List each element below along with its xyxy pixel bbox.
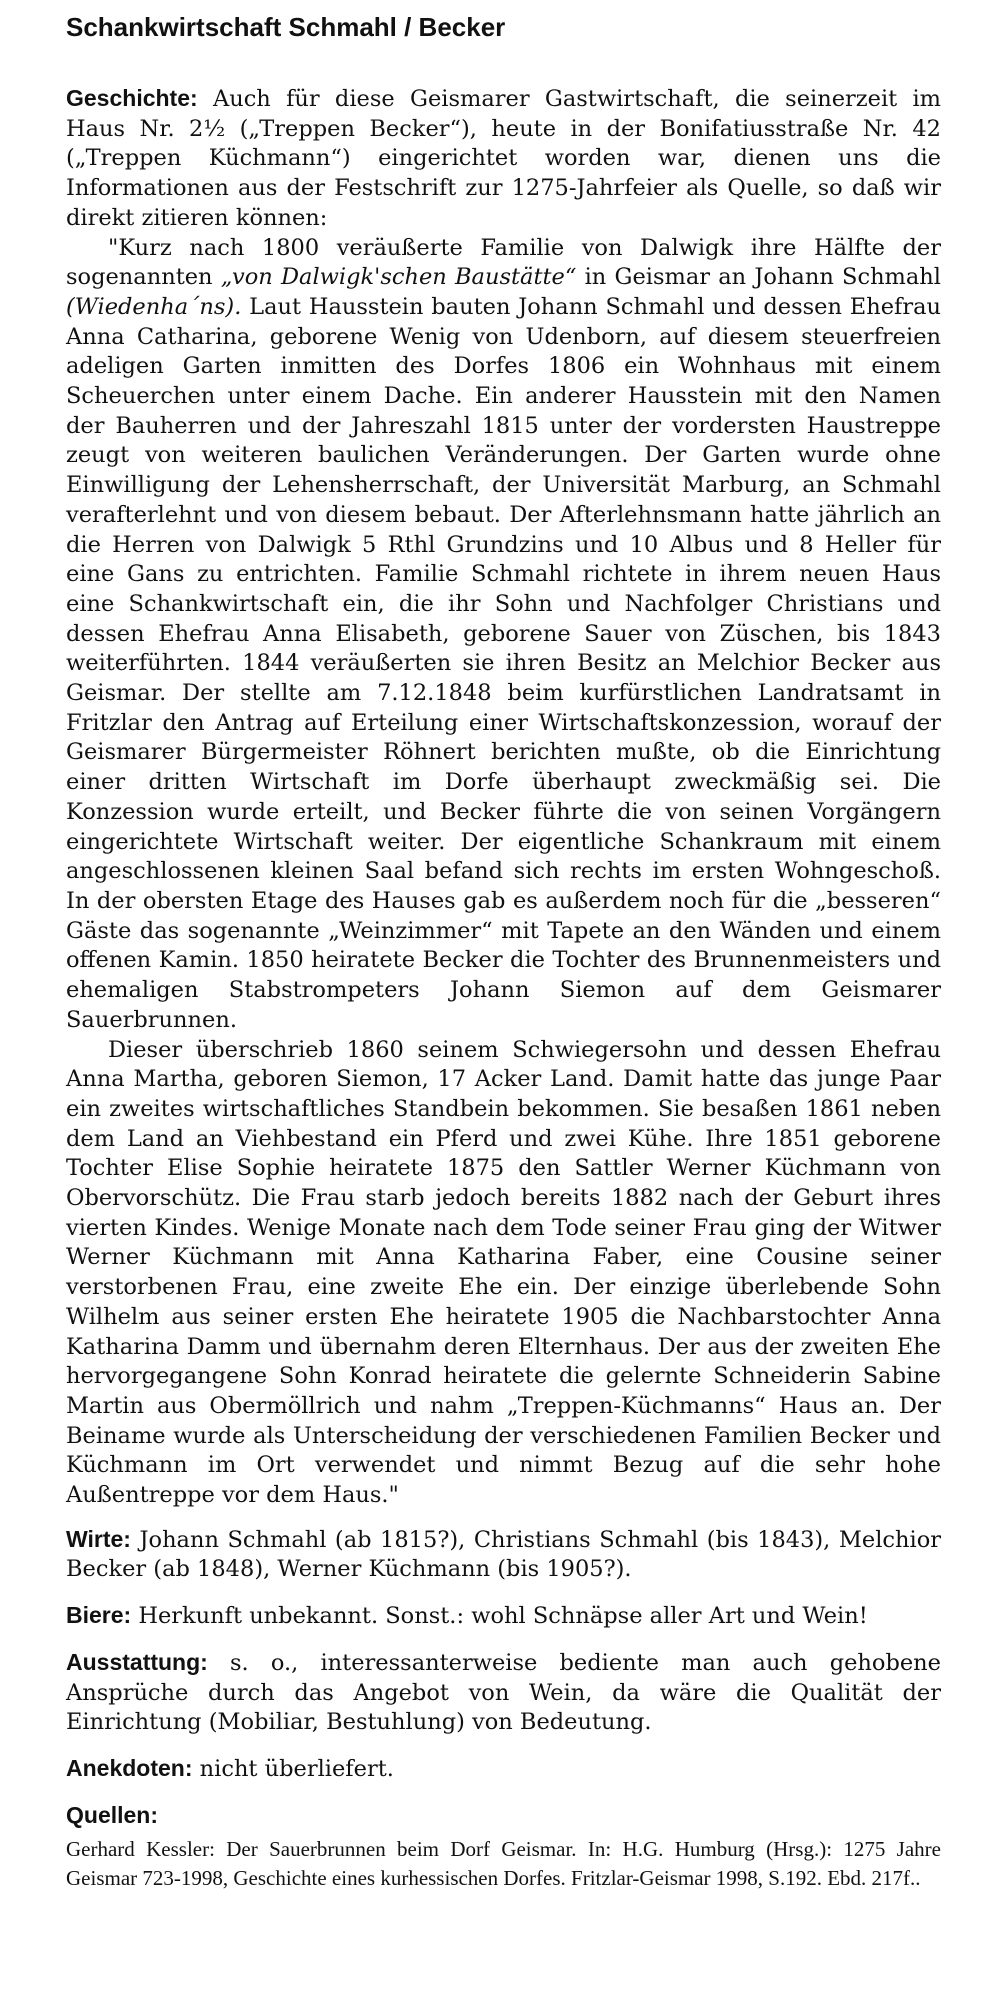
ausstattung-label: Ausstattung: (66, 1648, 208, 1675)
section-wirte (66, 1525, 941, 1585)
biere-label: Biere: (66, 1602, 132, 1629)
page-title: Schankwirtschaft Schmahl / Becker (66, 12, 506, 42)
quellen-label: Quellen: (66, 1801, 159, 1828)
section-ausstattung (66, 1648, 941, 1738)
quellen-heading (66, 1801, 941, 1832)
quote-emphasis: (Wiedenha´ns). (66, 293, 242, 320)
quote-paragraph-2: Dieser überschrieb 1860 seinem Schwiegersohn und dessen Ehefrau Anna Martha, geboren Siemon, 17 Acker Land. Damit hatte das junge Paar ein zweites wirtschaftliches Standbein bekommen. Sie besaßen 1861 neben dem Land an Viehbestand ein Pferd und zwei Kühe. Ihre 1851 geborene Tochter Elise Sophie heiratete 1875 den Sattler Werner Küchmann von Obervorschütz. Die Frau starb jedoch bereits 1882 nach der Geburt ihres vierten Kindes. Wenige Monate nach dem Tode seiner Frau ging der Witwer Werner Küchmann mit Anna Katharina Faber, eine Cousine seiner verstorbenen Frau, eine zweite Ehe ein. Der einzige überlebende Sohn Wilhelm aus seiner ersten Ehe heiratete 1905 die Nachbarstochter Anna Katharina Damm und übernahm deren Elternhaus. Der aus der zweiten Ehe hervorgegangene Sohn Konrad heiratete die gelernte Schneiderin Sabine Martin aus Obermöllrich und nahm „Treppen-Küchmanns“ Haus an. Der Beiname wurde als Unterscheidung der verschiedenen Familien Becker und Küchmann im Ort verwendet und nimmt Bezug auf die sehr hohe Außentreppe vor dem Haus." (66, 1036, 941, 1509)
geschichte-label: Geschichte: (66, 85, 198, 111)
quote-text: in Geismar an Johann Schmahl (576, 264, 941, 291)
section-quellen (66, 1801, 941, 1894)
quote-text: "Kurz nach 1800 veräußerte Familie von Dalwigk ihre Hälfte der sogenannten (66, 234, 941, 291)
geschichte-intro-text: Auch für diese Geismarer Gastwirtschaft, die seinerzeit im Haus Nr. 2½ („Treppen Becker“), heute in der Bonifatiusstraße Nr. 42 („Treppen Küchmann“) eingerichtet worden war, dienen uns die Informationen aus der Festschrift zur 1275-Jahrfeier als Quelle, so daß wir direkt zitieren können: (66, 86, 942, 231)
ausstattung-text: s. o., interessanterweise bediente man auch gehobene Ansprüche durch das Angebot von Wein, da wäre die Qualität der Einrichtung (Mobiliar, Bestuhlung) von Bedeutung. (66, 1649, 941, 1736)
anekdoten-label: Anekdoten: (66, 1754, 193, 1781)
quote-paragraph-1 (66, 234, 941, 1036)
geschichte-intro (66, 84, 941, 234)
anekdoten-text: nicht überliefert. (199, 1755, 394, 1782)
document-page (66, 10, 941, 1893)
section-biere (66, 1601, 941, 1632)
biere-text: Herkunft unbekannt. Sonst.: wohl Schnäpse aller Art und Wein! (138, 1603, 868, 1630)
quellen-text: Gerhard Kessler: Der Sauerbrunnen beim Dorf Geismar. In: H.G. Humburg (Hrsg.): 1275 Jahre Geismar 723-1998, Geschichte eines kurhessischen Dorfes. Fritzlar-Geismar 1998, S.192. Ebd. 217f.. (66, 1837, 941, 1891)
wirte-text: Johann Schmahl (ab 1815?), Christians Schmahl (bis 1843), Melchior Becker (ab 1848), Werner Küchmann (bis 1905?). (66, 1526, 941, 1583)
section-geschichte (66, 84, 941, 1511)
quote-emphasis: „von Dalwigk'schen Baustätte“ (220, 264, 577, 291)
quote-text: Laut Hausstein bauten Johann Schmahl und dessen Ehefrau Anna Catharina, geborene Wenig von Udenborn, auf diesem steuerfreien adeligen Garten inmitten des Dorfes 1806 ein Wohnhaus mit einem Scheuerchen unter einem Dache. Ein anderer Hausstein mit den Namen der Bauherren und der Jahreszahl 1815 unter der vordersten Haustreppe zeugt von weiteren baulichen Veränderungen. Der Garten wurde ohne Einwilligung der Lehensherrschaft, der Universität Marburg, an Schmahl verafterlehnt und von diesem bebaut. Der Afterlehnsmann hatte jährlich an die Herren von Dalwigk 5 Rthl Grundzins und 10 Albus und 8 Heller für eine Gans zu entrichten. Familie Schmahl richtete in ihrem neuen Haus eine Schankwirtschaft ein, die ihr Sohn und Nachfolger Christians und dessen Ehefrau Anna Elisabeth, geborene Sauer von Züschen, bis 1843 weiterführten. 1844 veräußerten sie ihren Besitz an Melchior Becker aus Geismar. Der stellte am 7.12.1848 beim kurfürstlichen Landratsamt in Fritzlar den Antrag auf Erteilung einer Wirtschaftskonzession, worauf der Geismarer Bürgermeister Röhnert berichten mußte, ob die Einrichtung einer dritten Wirtschaft im Dorfe überhaupt zweckmäßig sei. Die Konzession wurde erteilt, und Becker führte die von seinen Vorgängern eingerichtete Wirtschaft weiter. Der eigentliche Schankraum mit einem angeschlossenen kleinen Saal befand sich rechts im ersten Wohngeschoß. In der obersten Etage des Hauses gab es außerdem noch für die „besseren“ Gäste das sogenannte „Weinzimmer“ mit Tapete an den Wänden und einem offenen Kamin. 1850 heiratete Becker die Tochter des Brunnenmeisters und ehemaligen Stabstrompeters Johann Siemon auf dem Geismarer Sauerbrunnen. (66, 293, 941, 1033)
section-anekdoten (66, 1754, 941, 1785)
wirte-label: Wirte: (66, 1525, 131, 1552)
